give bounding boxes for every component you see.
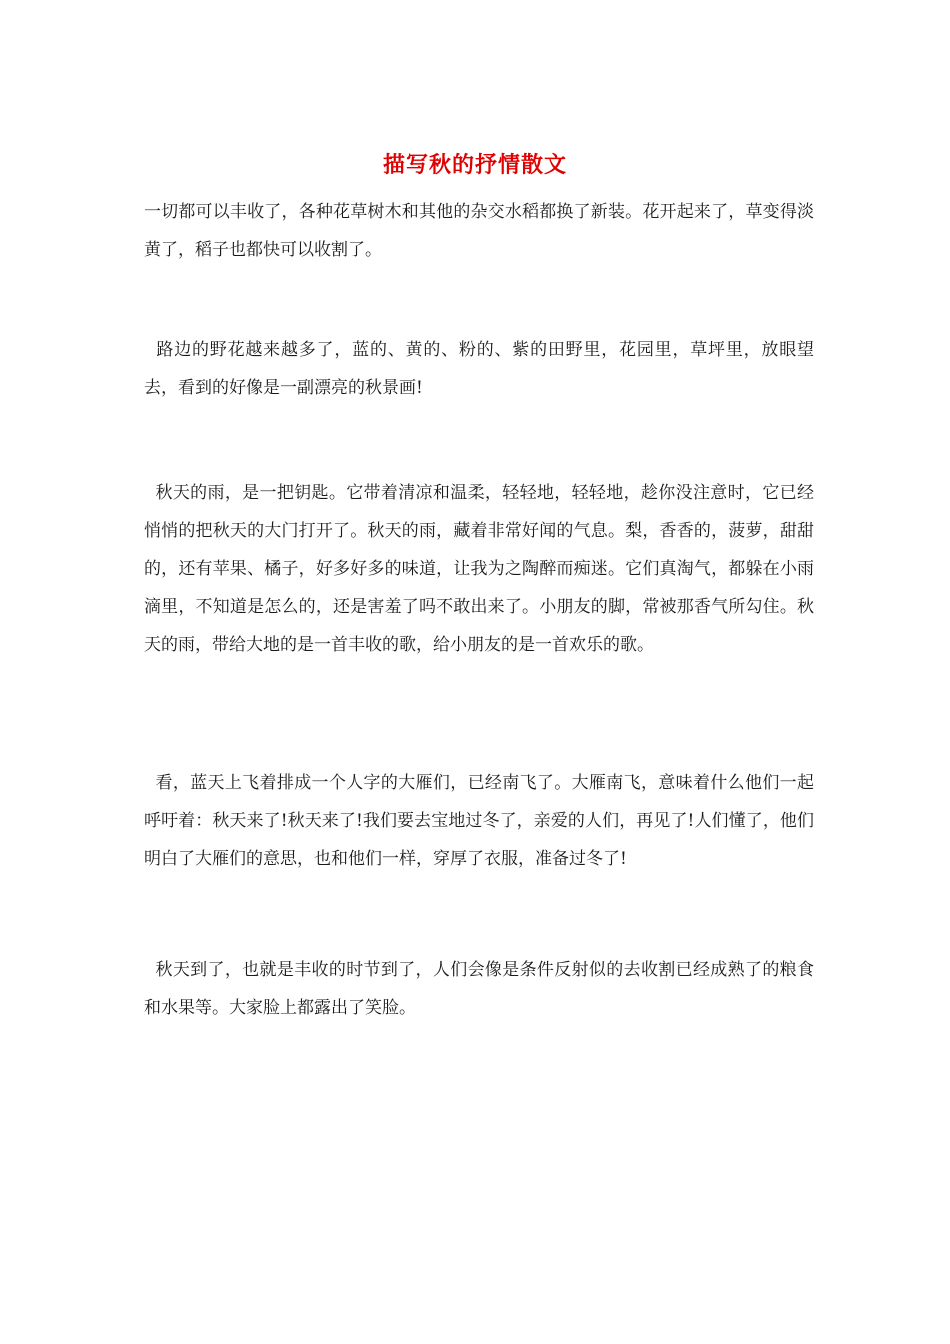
paragraph-4: 看，蓝天上飞着排成一个人字的大雁们，已经南飞了。大雁南飞，意味着什么他们一起呼吁着：秋天来了!秋天来了!我们要去宝地过冬了，亲爱的人们，再见了!人们懂了，他们明白了大雁们的意思，也和他们一样，穿厚了衣服，准备过冬了! bbox=[144, 773, 814, 869]
paragraph-5: 秋天到了，也就是丰收的时节到了，人们会像是条件反射似的去收割已经成熟了的粮食和水果等。大家脸上都露出了笑脸。 bbox=[144, 960, 814, 1018]
paragraph-1: 一切都可以丰收了，各种花草树木和其他的杂交水稻都换了新装。花开起来了，草变得淡黄了，稻子也都快可以收割了。 bbox=[144, 202, 814, 260]
page-title: 描写秋的抒情散文 bbox=[382, 152, 567, 178]
paragraph-3: 秋天的雨，是一把钥匙。它带着清凉和温柔，轻轻地，轻轻地，趁你没注意时，它已经悄悄的把秋天的大门打开了。秋天的雨，藏着非常好闻的气息。梨，香香的，菠萝，甜甜的，还有苹果、橘子，好多好多的味道，让我为之陶醉而痴迷。它们真淘气，都躲在小雨滴里，不知道是怎么的，还是害羞了吗不敢出来了。小朋友的脚，常被那香气所勾住。秋天的雨，带给大地的是一首丰收的歌，给小朋友的是一首欢乐的歌。 bbox=[144, 483, 814, 655]
paragraph-2: 路边的野花越来越多了，蓝的、黄的、粉的、紫的田野里，花园里，草坪里，放眼望去，看到的好像是一副漂亮的秋景画! bbox=[144, 340, 815, 398]
